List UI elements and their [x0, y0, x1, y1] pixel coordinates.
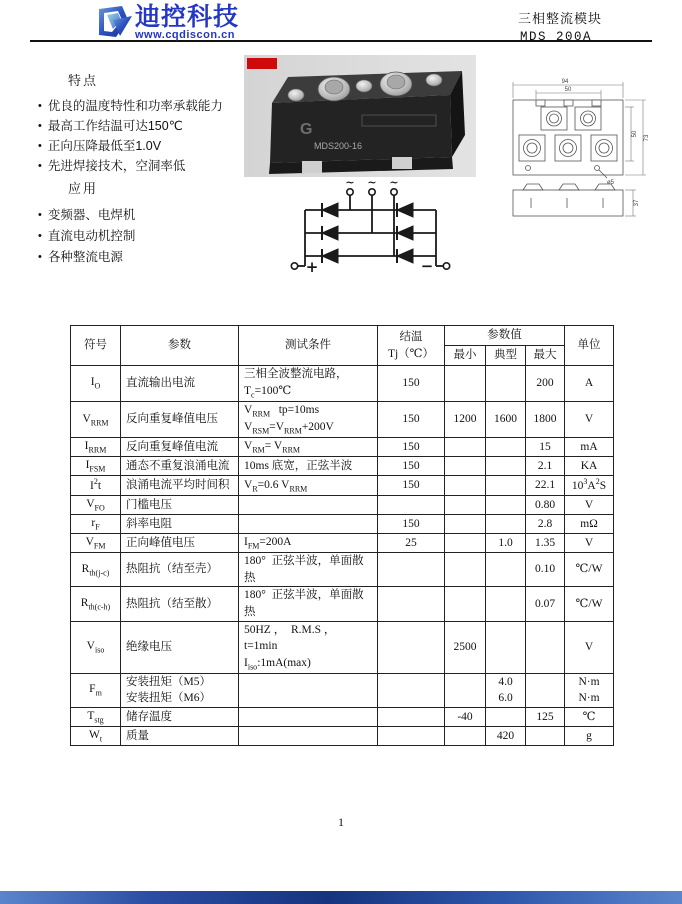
table-row	[71, 438, 614, 457]
list-item: • 优良的温度特性和功率承载能力	[38, 97, 248, 117]
cell-param: 斜率电阻	[121, 514, 239, 533]
cell-typ	[486, 708, 526, 727]
module-logo-letter: G	[300, 121, 313, 138]
cell-unit: mA	[565, 438, 614, 457]
cell-cond: $I_{FM}=200A$	[239, 533, 378, 552]
cell-max: 1.35	[526, 533, 565, 552]
cell-max: 0.07	[526, 587, 565, 621]
cell-max: 125	[526, 708, 565, 727]
cell-sym: $R_{th(j-c)}$	[71, 552, 121, 586]
dim-top-width: 94	[561, 79, 569, 85]
module-marking: MDS200-16	[314, 141, 363, 151]
cell-unit: A	[565, 366, 614, 402]
cell-unit: V	[565, 533, 614, 552]
spec-table-body	[71, 366, 614, 746]
table-row	[71, 621, 614, 673]
dim-inner-width: 50	[564, 87, 572, 93]
col-header-typ: 典型	[486, 346, 526, 366]
cell-min	[445, 673, 486, 707]
cell-min	[445, 587, 486, 621]
cell-sym: $T_{stg}$	[71, 708, 121, 727]
cell-param: 热阻抗（结至壳）	[121, 552, 239, 586]
applications-section	[38, 178, 248, 268]
brand-text	[135, 3, 240, 41]
cell-param: 安装扭矩（M5） 安装扭矩（M6）	[121, 673, 239, 707]
cell-param: 储存温度	[121, 708, 239, 727]
cell-min	[445, 457, 486, 476]
cell-unit: mΩ	[565, 514, 614, 533]
minus-label: −	[420, 257, 434, 275]
cell-unit: g	[565, 727, 614, 746]
ac-terminals	[347, 189, 397, 195]
cell-cond: $V_R=0.6$ $V_{RRM}$	[239, 476, 378, 496]
rectifier-module	[269, 71, 465, 174]
dimension-lines	[513, 82, 646, 216]
front-view	[513, 100, 623, 178]
dim-terminal-height: 50	[632, 130, 638, 138]
cell-sym: $I^2t$	[71, 476, 121, 496]
brand-logo-icon	[98, 6, 132, 38]
table-row	[71, 476, 614, 496]
ac-symbol-3: ~	[389, 178, 399, 189]
cell-sym: $V_{FM}$	[71, 533, 121, 552]
cell-min	[445, 533, 486, 552]
cell-min	[445, 514, 486, 533]
table-row	[71, 727, 614, 746]
cell-tj	[378, 552, 445, 586]
cell-typ: 1.0	[486, 533, 526, 552]
cell-sym: $V_{iso}$	[71, 621, 121, 673]
cell-tj: 150	[378, 366, 445, 402]
cell-sym: $V_{RRM}$	[71, 401, 121, 438]
table-row	[71, 673, 614, 707]
red-watermark-label	[247, 58, 277, 69]
cell-param: 浪涌电流平均时间积	[121, 476, 239, 496]
brand-url: www.cqdiscon.cn	[135, 29, 235, 41]
table-row	[71, 457, 614, 476]
cell-param: 质量	[121, 727, 239, 746]
cell-typ	[486, 514, 526, 533]
cell-max: 22.1	[526, 476, 565, 496]
cell-cond: 180° 正弦半波，单面散热	[239, 587, 378, 621]
cell-min	[445, 366, 486, 402]
side-view	[513, 184, 623, 216]
cell-sym: $V_{FO}$	[71, 495, 121, 514]
cell-tj: 150	[378, 457, 445, 476]
table-row	[71, 514, 614, 533]
cell-cond	[239, 495, 378, 514]
product-family: 三相整流模块	[517, 11, 602, 26]
applications-list	[38, 205, 248, 268]
col-header-symbol: 符号	[71, 326, 121, 366]
cell-typ	[486, 552, 526, 586]
cell-cond	[239, 727, 378, 746]
col-header-parameter: 参数	[121, 326, 239, 366]
cell-unit: N·m N·m	[565, 673, 614, 707]
list-item: • 先进焊接技术，空洞率低	[38, 157, 248, 177]
cell-max	[526, 673, 565, 707]
cell-max: 200	[526, 366, 565, 402]
cell-param: 门槛电压	[121, 495, 239, 514]
table-row	[71, 708, 614, 727]
cell-sym: $R_{th(c-h)}$	[71, 587, 121, 621]
plus-label: +	[305, 258, 319, 276]
cell-param: 直流输出电流	[121, 366, 239, 402]
spec-table-header	[71, 326, 614, 366]
brand-logo-block	[98, 3, 240, 41]
product-photo	[244, 55, 476, 177]
cell-max	[526, 621, 565, 673]
cell-unit: KA	[565, 457, 614, 476]
table-row	[71, 495, 614, 514]
cell-max: 2.1	[526, 457, 565, 476]
circuit-wires	[298, 195, 443, 266]
header-right	[518, 8, 602, 44]
cell-tj	[378, 587, 445, 621]
cell-tj: 150	[378, 438, 445, 457]
cell-unit: ℃/W	[565, 587, 614, 621]
features-list	[38, 97, 248, 177]
cell-cond: 180° 正弦半波，单面散热	[239, 552, 378, 586]
col-header-min: 最小	[445, 346, 486, 366]
cell-max	[526, 727, 565, 746]
cell-typ	[486, 621, 526, 673]
cell-sym: $I_{FSM}$	[71, 457, 121, 476]
cell-typ: 420	[486, 727, 526, 746]
cell-cond	[239, 514, 378, 533]
cell-cond: 10ms 底宽，正弦半波	[239, 457, 378, 476]
cell-tj	[378, 727, 445, 746]
spec-table	[70, 325, 614, 746]
cell-min	[445, 438, 486, 457]
bridge-circuit-diagram	[283, 178, 458, 283]
cell-unit: ℃/W	[565, 552, 614, 586]
cell-typ	[486, 587, 526, 621]
cell-max: 2.8	[526, 514, 565, 533]
cell-typ: 1600	[486, 401, 526, 438]
page-header	[30, 3, 652, 44]
cell-sym: $W_t$	[71, 727, 121, 746]
cell-tj: 25	[378, 533, 445, 552]
cell-param: 热阻抗（结至散）	[121, 587, 239, 621]
cell-tj	[378, 495, 445, 514]
features-title: 特点	[68, 73, 99, 88]
col-header-unit: 单位	[565, 326, 614, 366]
dim-side-height: 37	[634, 199, 640, 207]
ac-symbol-2: ~	[367, 178, 377, 189]
cell-cond: $V_{RM}= V_{RRM}$	[239, 438, 378, 457]
cell-min	[445, 552, 486, 586]
col-header-test-condition: 测试条件	[239, 326, 378, 366]
cell-typ	[486, 438, 526, 457]
cell-sym: $r_F$	[71, 514, 121, 533]
table-row	[71, 552, 614, 586]
cell-min	[445, 495, 486, 514]
features-section	[38, 70, 248, 177]
cell-cond: $V_{RRM}$ tp=10ms $V_{RSM}=V_{RRM}+200V$	[239, 401, 378, 438]
table-row	[71, 366, 614, 402]
cell-max: 0.10	[526, 552, 565, 586]
cell-min: -40	[445, 708, 486, 727]
list-item: • 变频器、电焊机	[38, 205, 248, 226]
cell-typ	[486, 495, 526, 514]
cell-cond: 50HZ ， R.M.S ， t=1min $I_{iso}:1mA(\max)$	[239, 621, 378, 673]
cell-sym: $I_{RRM}$	[71, 438, 121, 457]
cell-cond	[239, 708, 378, 727]
col-header-junction-temp: 结温 Tj（℃）	[378, 326, 445, 366]
ac-symbol-1: ~	[345, 178, 355, 189]
list-item: • 直流电动机控制	[38, 226, 248, 247]
brand-name: 迪控科技	[135, 3, 240, 31]
table-row	[71, 401, 614, 438]
cell-tj	[378, 708, 445, 727]
col-header-value-group: 参数值	[445, 326, 565, 346]
list-item: • 各种整流电源	[38, 247, 248, 268]
cell-param: 反向重复峰值电流	[121, 438, 239, 457]
dim-total-height: 73	[644, 134, 650, 142]
page-number: 1	[338, 815, 344, 829]
cell-tj: 150	[378, 476, 445, 496]
dimension-drawing	[497, 76, 657, 223]
cell-min	[445, 727, 486, 746]
cell-min: 1200	[445, 401, 486, 438]
cell-unit: V	[565, 401, 614, 438]
cell-tj: 150	[378, 514, 445, 533]
footer-accent-bar	[0, 891, 682, 904]
cell-tj	[378, 673, 445, 707]
cell-param: 通态不重复浪涌电流	[121, 457, 239, 476]
dim-hole-diameter: ø5	[607, 180, 615, 186]
cell-sym: $F_m$	[71, 673, 121, 707]
cell-sym: $I_O$	[71, 366, 121, 402]
cell-min	[445, 476, 486, 496]
cell-param: 正向峰值电压	[121, 533, 239, 552]
cell-max: 0.80	[526, 495, 565, 514]
col-header-max: 最大	[526, 346, 565, 366]
cell-unit: ℃	[565, 708, 614, 727]
cell-max: 1800	[526, 401, 565, 438]
cell-typ: 4.0 6.0	[486, 673, 526, 707]
cell-max: 15	[526, 438, 565, 457]
cell-typ	[486, 476, 526, 496]
cell-cond: 三相全波整流电路，$T_c=100℃$	[239, 366, 378, 402]
cell-tj: 150	[378, 401, 445, 438]
list-item: • 最高工作结温可达150℃	[38, 117, 248, 137]
applications-title: 应用	[68, 181, 99, 196]
cell-unit: V	[565, 621, 614, 673]
cell-param: 绝缘电压	[121, 621, 239, 673]
table-row	[71, 533, 614, 552]
cell-tj	[378, 621, 445, 673]
cell-cond	[239, 673, 378, 707]
cell-unit: $10^3A^2S$	[565, 476, 614, 496]
table-row	[71, 587, 614, 621]
list-item: • 正向压降最低至1.0V	[38, 137, 248, 157]
model-number: MDS 200A	[519, 30, 592, 44]
cell-param: 反向重复峰值电压	[121, 401, 239, 438]
cell-typ	[486, 457, 526, 476]
cell-typ	[486, 366, 526, 402]
cell-min: 2500	[445, 621, 486, 673]
cell-unit: V	[565, 495, 614, 514]
